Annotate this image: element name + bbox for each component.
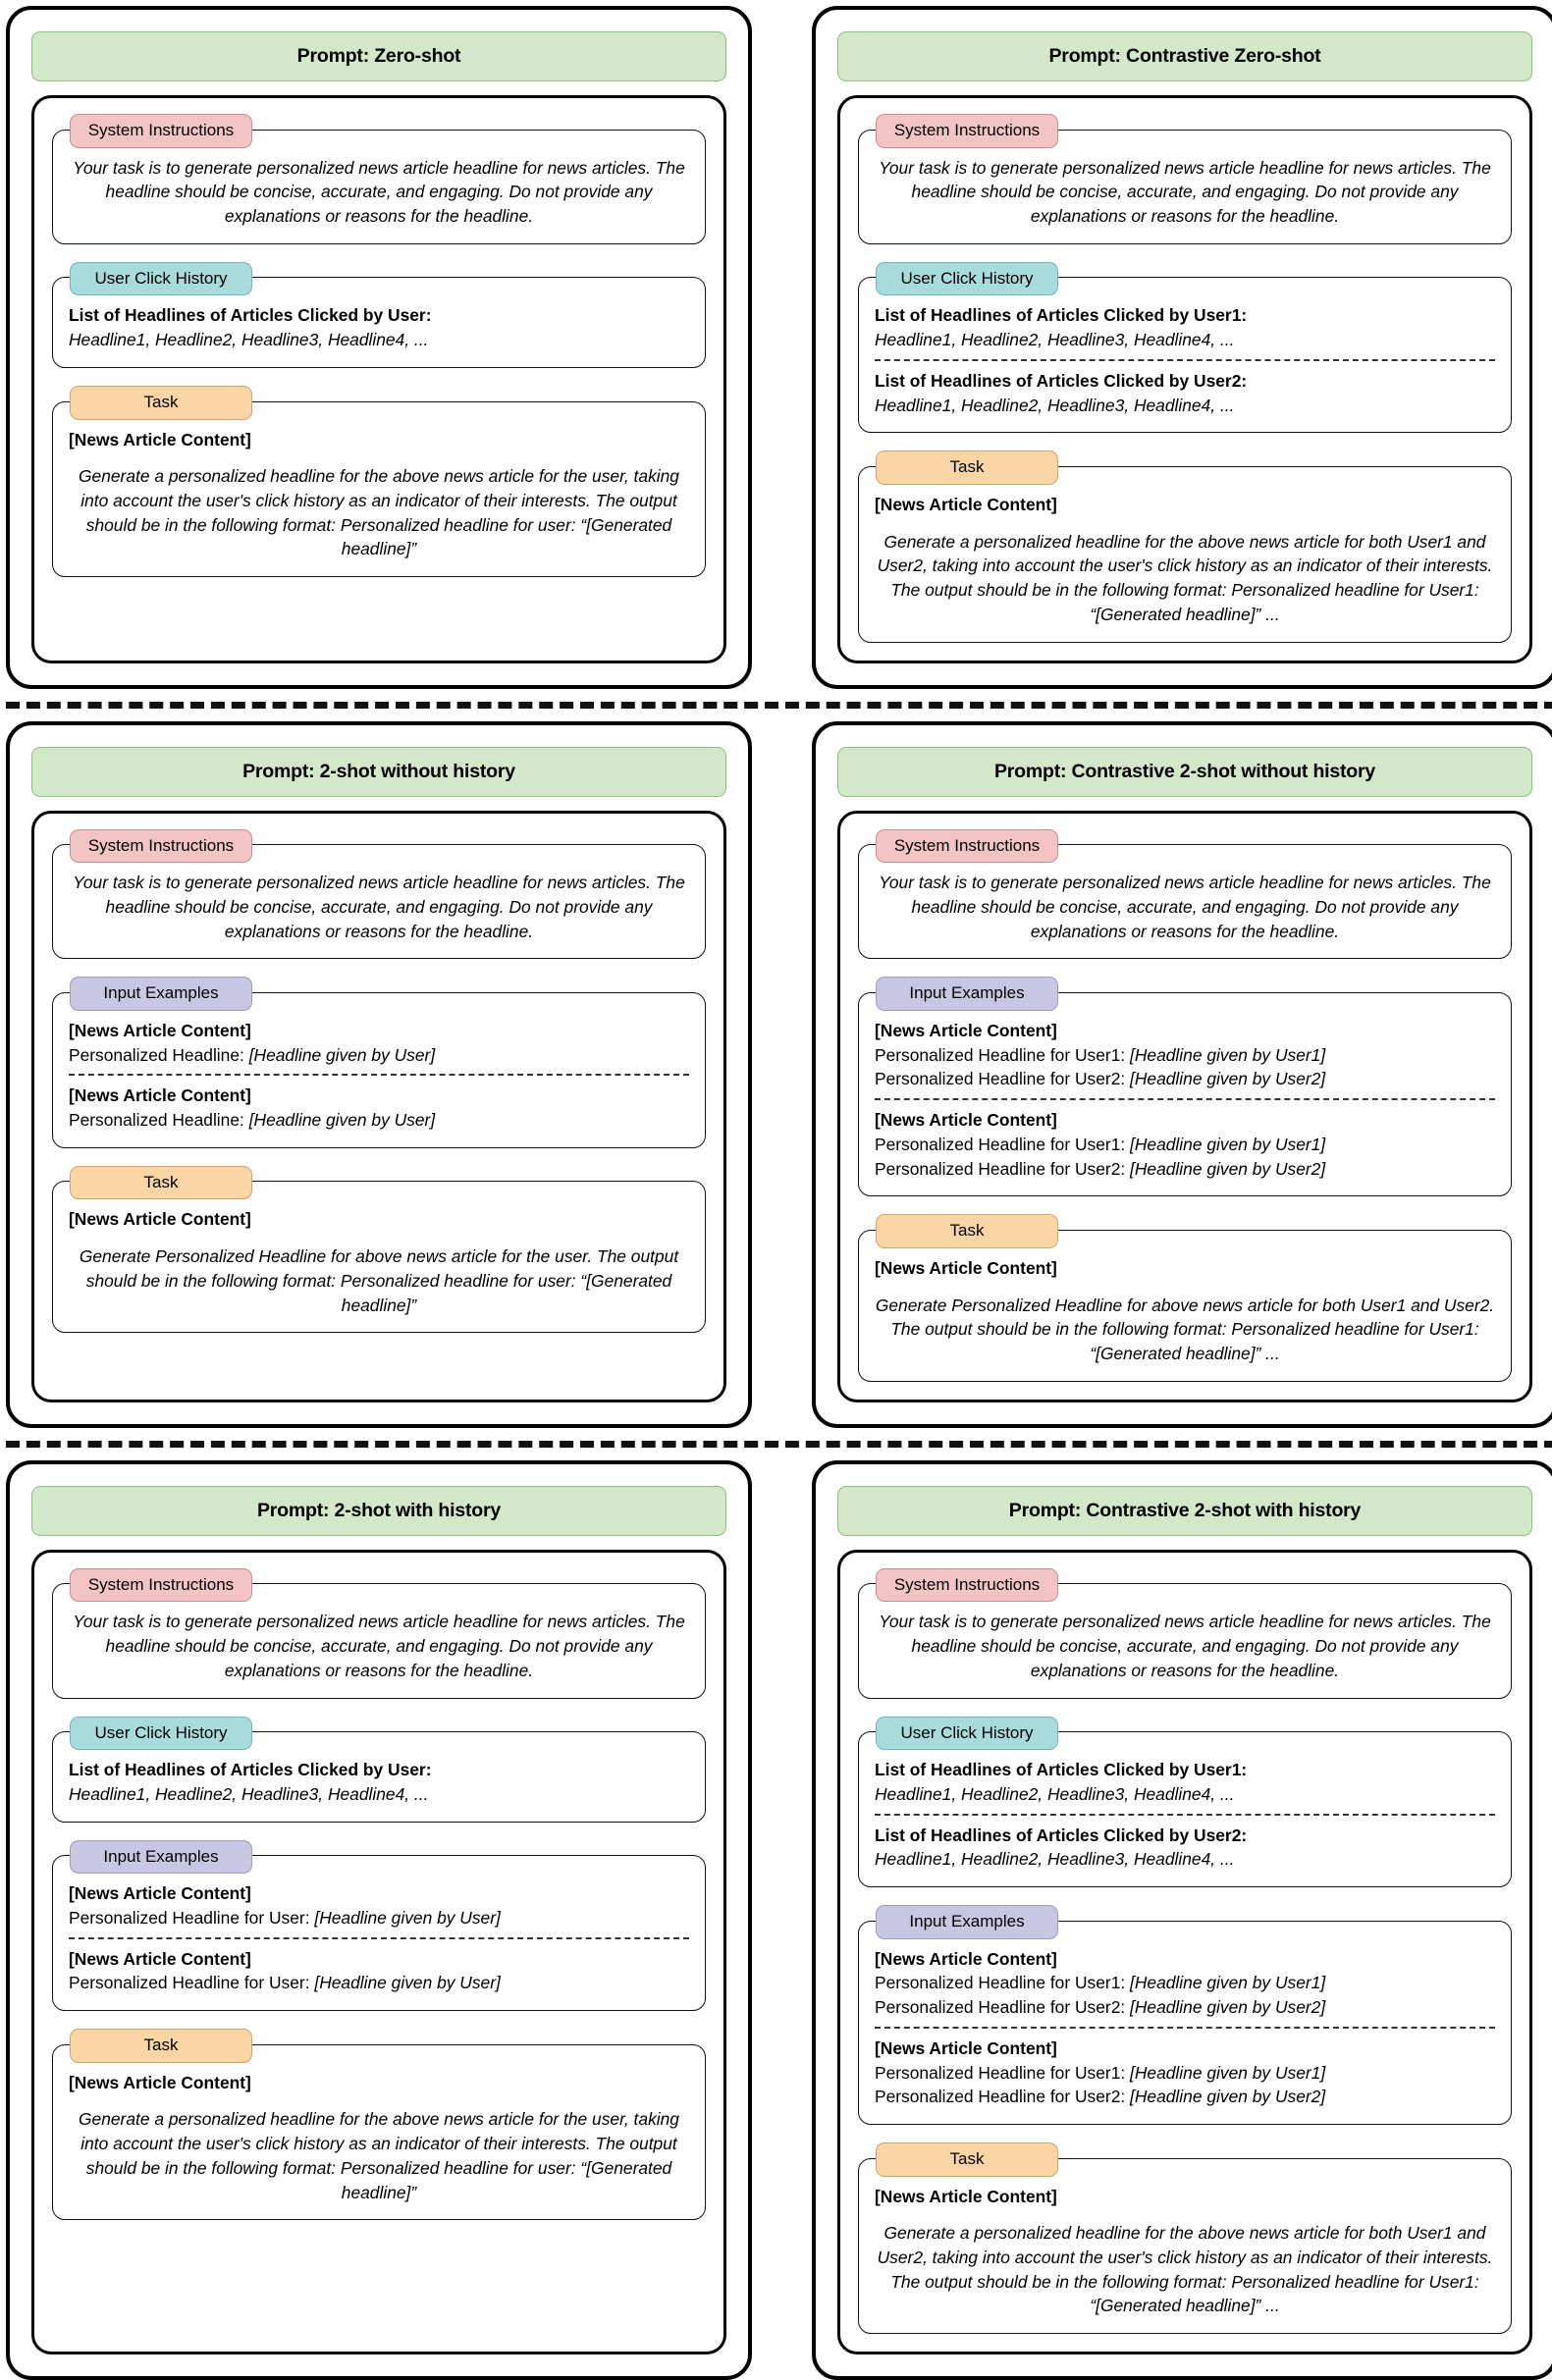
section-task (52, 2029, 706, 2220)
section-label-task: Task (876, 2142, 1058, 2177)
news-article-content: [News Article Content] (875, 1257, 1057, 1278)
panel-body (31, 811, 726, 1402)
example-headline-1-prefix: Personalized Headline for User: (69, 1907, 315, 1928)
section-label-input-examples: Input Examples (70, 977, 252, 1011)
section-box-input-examples (52, 992, 706, 1148)
example-user2-value-2: [Headline given by User2] (1130, 1158, 1326, 1179)
panel-body (31, 95, 726, 663)
example-user2-prefix: Personalized Headline for User2: (875, 1069, 1131, 1089)
panel-two-shot-with-history (6, 1460, 752, 2380)
task-text: Generate Personalized Headline for above news article for both User1 and User2. The output should be in the following format: Personalized headline for User1: “[Generated headline]” ... (875, 1295, 1495, 1363)
section-box-task (52, 401, 706, 578)
example-user2-headline-1 (875, 1995, 1495, 2020)
section-box-task (52, 1181, 706, 1333)
section-box-task (858, 2158, 1512, 2335)
section-task (52, 1166, 706, 1334)
system-instructions-text: Your task is to generate personalized news article headline for news articles. The headline should be concise, accurate, and engaging. Do not provide any explanations or reasons for the headline. (73, 1612, 685, 1680)
news-article-content: [News Article Content] (875, 1948, 1057, 1969)
section-system-instructions (858, 829, 1512, 960)
panel-two-shot-without-history (6, 721, 752, 1428)
panel-body (31, 1550, 726, 2354)
section-box-input-examples (858, 1921, 1512, 2125)
section-box-task (858, 1230, 1512, 1382)
news-article-content-2: [News Article Content] (69, 1948, 251, 1969)
section-label-user-click-history: User Click History (876, 262, 1058, 296)
history-headlines-user2: Headline1, Headline2, Headline3, Headline4, ... (875, 1849, 1235, 1870)
example-headline-1-value: [Headline given by User] (248, 1044, 436, 1065)
section-user-click-history (52, 262, 706, 368)
example-headline-2 (69, 1971, 689, 1995)
spacer (875, 517, 1495, 530)
news-article-content: [News Article Content] (69, 1209, 251, 1230)
section-label-user-click-history: User Click History (876, 1717, 1058, 1751)
divider (69, 1074, 689, 1076)
panel-body (837, 95, 1532, 663)
example-headline-2-value: [Headline given by User] (248, 1110, 436, 1131)
section-input-examples (52, 977, 706, 1148)
example-user2-headline-2 (875, 1157, 1495, 1182)
example-user2-prefix-2: Personalized Headline for User2: (875, 1158, 1131, 1179)
section-system-instructions (52, 1568, 706, 1699)
task-text: Generate a personalized headline for the above news article for the user, taking into account the user's click history as an indicator of their interests. The output should be in the following format: Personalized headline for user: “[Generated headline]” (79, 2109, 679, 2202)
section-label-system-instructions: System Instructions (876, 114, 1058, 148)
system-instructions-text: Your task is to generate personalized news article headline for news articles. The headline should be concise, accurate, and engaging. Do not provide any explanations or reasons for the headline. (879, 157, 1491, 227)
example-headline-1-prefix: Personalized Headline: (69, 1044, 249, 1065)
panel-title: Prompt: 2-shot with history (31, 1486, 726, 1536)
example-user1-headline-2 (875, 2061, 1495, 2086)
example-user1-prefix: Personalized Headline for User1: (875, 1973, 1131, 1993)
spacer (69, 2094, 689, 2107)
system-instructions-text: Your task is to generate personalized news article headline for news articles. The headline should be concise, accurate, and engaging. Do not provide any explanations or reasons for the headline. (879, 873, 1491, 941)
section-box-input-examples (52, 1855, 706, 2011)
history-headlines-user1: Headline1, Headline2, Headline3, Headline4, ... (875, 330, 1235, 350)
section-box-user-click-history (858, 1731, 1512, 1887)
spacer (875, 2208, 1495, 2221)
spacer (69, 1232, 689, 1244)
section-label-user-click-history: User Click History (70, 1717, 252, 1751)
example-user2-value: [Headline given by User2] (1130, 1997, 1326, 2018)
section-input-examples (858, 1905, 1512, 2125)
example-headline-2 (69, 1108, 689, 1133)
section-user-click-history (858, 262, 1512, 434)
example-user1-value: [Headline given by User1] (1130, 1044, 1326, 1065)
section-label-task: Task (70, 2029, 252, 2063)
section-input-examples (858, 977, 1512, 1196)
example-user2-prefix-2: Personalized Headline for User2: (875, 2087, 1131, 2107)
history-headlines-user2: Headline1, Headline2, Headline3, Headline4, ... (875, 395, 1235, 415)
panel-contrastive-two-shot-without-history (812, 721, 1552, 1428)
section-task (52, 386, 706, 577)
section-user-click-history (858, 1717, 1512, 1888)
section-label-system-instructions: System Instructions (70, 829, 252, 864)
section-label-system-instructions: System Instructions (70, 114, 252, 148)
section-label-task: Task (876, 1214, 1058, 1248)
section-label-task: Task (876, 450, 1058, 485)
history-heading-user1: List of Headlines of Articles Clicked by User1: (875, 1760, 1248, 1780)
section-input-examples (52, 1840, 706, 2012)
section-box-input-examples (858, 992, 1512, 1196)
panel-title: Prompt: Contrastive 2-shot with history (837, 1486, 1532, 1536)
example-user1-value-2: [Headline given by User1] (1130, 1134, 1326, 1154)
news-article-content: [News Article Content] (875, 1020, 1057, 1040)
spacer (69, 451, 689, 464)
task-text: Generate a personalized headline for the above news article for the user, taking into account the user's click history as an indicator of their interests. The output should be in the following format: Personalized headline for user: “[Generated headline]” (79, 466, 679, 559)
section-label-task: Task (70, 386, 252, 420)
example-user1-value-2: [Headline given by User1] (1130, 2062, 1326, 2083)
section-label-input-examples: Input Examples (876, 977, 1058, 1011)
news-article-content-2: [News Article Content] (875, 1110, 1057, 1131)
section-box-user-click-history (858, 277, 1512, 433)
task-text: Generate a personalized headline for the above news article for both User1 and User2, taking into account the user's click history as an indicator of their interests. The output should be in the following format: Personalized headline for User1: “[Generated headline]” ... (877, 2223, 1493, 2316)
section-label-task: Task (70, 1166, 252, 1200)
section-label-input-examples: Input Examples (70, 1840, 252, 1875)
panel-title: Prompt: Zero-shot (31, 31, 726, 81)
divider (875, 2027, 1495, 2029)
example-headline-2-value: [Headline given by User] (314, 1973, 501, 1993)
section-user-click-history (52, 1717, 706, 1823)
panel-zero-shot (6, 6, 752, 689)
example-user1-prefix-2: Personalized Headline for User1: (875, 1134, 1131, 1154)
example-user1-prefix: Personalized Headline for User1: (875, 1044, 1131, 1065)
panel-title: Prompt: 2-shot without history (31, 747, 726, 797)
example-user2-value: [Headline given by User2] (1130, 1069, 1326, 1089)
section-system-instructions (858, 1568, 1512, 1699)
task-text: Generate Personalized Headline for above news article for the user. The output should be in the following format: Personalized headline for user: “[Generated headline]” (79, 1246, 679, 1315)
news-article-content-2: [News Article Content] (875, 2037, 1057, 2058)
task-text: Generate a personalized headline for the above news article for both User1 and User2, taking into account the user's click history as an indicator of their interests. The output should be in the following format: Personalized headline for User1: “[Generated headline]” ... (877, 531, 1493, 624)
panel-body (837, 811, 1532, 1402)
section-label-system-instructions: System Instructions (70, 1568, 252, 1603)
divider (875, 359, 1495, 361)
example-headline-2-prefix: Personalized Headline: (69, 1110, 249, 1131)
system-instructions-text: Your task is to generate personalized news article headline for news articles. The headline should be concise, accurate, and engaging. Do not provide any explanations or reasons for the headline. (73, 873, 685, 941)
example-user2-headline-1 (875, 1067, 1495, 1091)
panel-body (837, 1550, 1532, 2354)
example-headline-1 (69, 1043, 689, 1068)
history-heading: List of Headlines of Articles Clicked by User: (69, 1760, 432, 1780)
divider (69, 1937, 689, 1939)
section-label-user-click-history: User Click History (70, 262, 252, 296)
example-user2-prefix: Personalized Headline for User2: (875, 1997, 1131, 2018)
news-article-content: [News Article Content] (875, 494, 1057, 514)
history-heading: List of Headlines of Articles Clicked by User: (69, 305, 432, 326)
example-user2-headline-2 (875, 2085, 1495, 2109)
news-article-content: [News Article Content] (69, 1020, 251, 1040)
section-system-instructions (52, 829, 706, 960)
history-headlines: Headline1, Headline2, Headline3, Headline4, ... (69, 1783, 429, 1804)
news-article-content: [News Article Content] (875, 2186, 1057, 2206)
row-separator-2 (6, 1441, 1552, 1448)
history-headlines-user1: Headline1, Headline2, Headline3, Headline4, ... (875, 1783, 1235, 1804)
system-instructions-text: Your task is to generate personalized news article headline for news articles. The headline should be concise, accurate, and engaging. Do not provide any explanations or reasons for the headline. (879, 1612, 1491, 1680)
example-headline-2-prefix: Personalized Headline for User: (69, 1973, 315, 1993)
panel-title: Prompt: Contrastive 2-shot without history (837, 747, 1532, 797)
row-separator-1 (6, 702, 1552, 709)
news-article-content: [News Article Content] (69, 1883, 251, 1904)
section-label-system-instructions: System Instructions (876, 829, 1058, 864)
section-system-instructions (52, 114, 706, 244)
example-user2-value-2: [Headline given by User2] (1130, 2087, 1326, 2107)
section-label-system-instructions: System Instructions (876, 1568, 1058, 1603)
spacer (875, 1281, 1495, 1294)
news-article-content: [News Article Content] (69, 429, 251, 450)
system-instructions-text: Your task is to generate personalized news article headline for news articles. The headline should be concise, accurate, and engaging. Do not provide any explanations or reasons for the headline. (73, 157, 685, 227)
divider (875, 1098, 1495, 1100)
example-headline-1 (69, 1906, 689, 1930)
news-article-content-2: [News Article Content] (69, 1085, 251, 1106)
history-heading-user2: List of Headlines of Articles Clicked by User2: (875, 370, 1248, 391)
example-user1-headline-1 (875, 1043, 1495, 1068)
history-heading-user1: List of Headlines of Articles Clicked by User1: (875, 305, 1248, 326)
section-label-input-examples: Input Examples (876, 1905, 1058, 1939)
section-task (858, 2142, 1512, 2334)
section-box-task (858, 466, 1512, 643)
divider (875, 1814, 1495, 1816)
section-system-instructions (858, 114, 1512, 244)
news-article-content: [News Article Content] (69, 2072, 251, 2092)
panel-contrastive-two-shot-with-history (812, 1460, 1552, 2380)
history-headlines: Headline1, Headline2, Headline3, Headline4, ... (69, 330, 429, 350)
section-box-task (52, 2044, 706, 2221)
history-heading-user2: List of Headlines of Articles Clicked by User2: (875, 1825, 1248, 1845)
panel-title: Prompt: Contrastive Zero-shot (837, 31, 1532, 81)
example-headline-1-value: [Headline given by User] (314, 1907, 501, 1928)
section-task (858, 450, 1512, 642)
example-user1-value: [Headline given by User1] (1130, 1973, 1326, 1993)
example-user1-headline-2 (875, 1133, 1495, 1157)
example-user1-headline-1 (875, 1971, 1495, 1995)
section-task (858, 1214, 1512, 1382)
panel-contrastive-zero-shot (812, 6, 1552, 689)
example-user1-prefix-2: Personalized Headline for User1: (875, 2062, 1131, 2083)
